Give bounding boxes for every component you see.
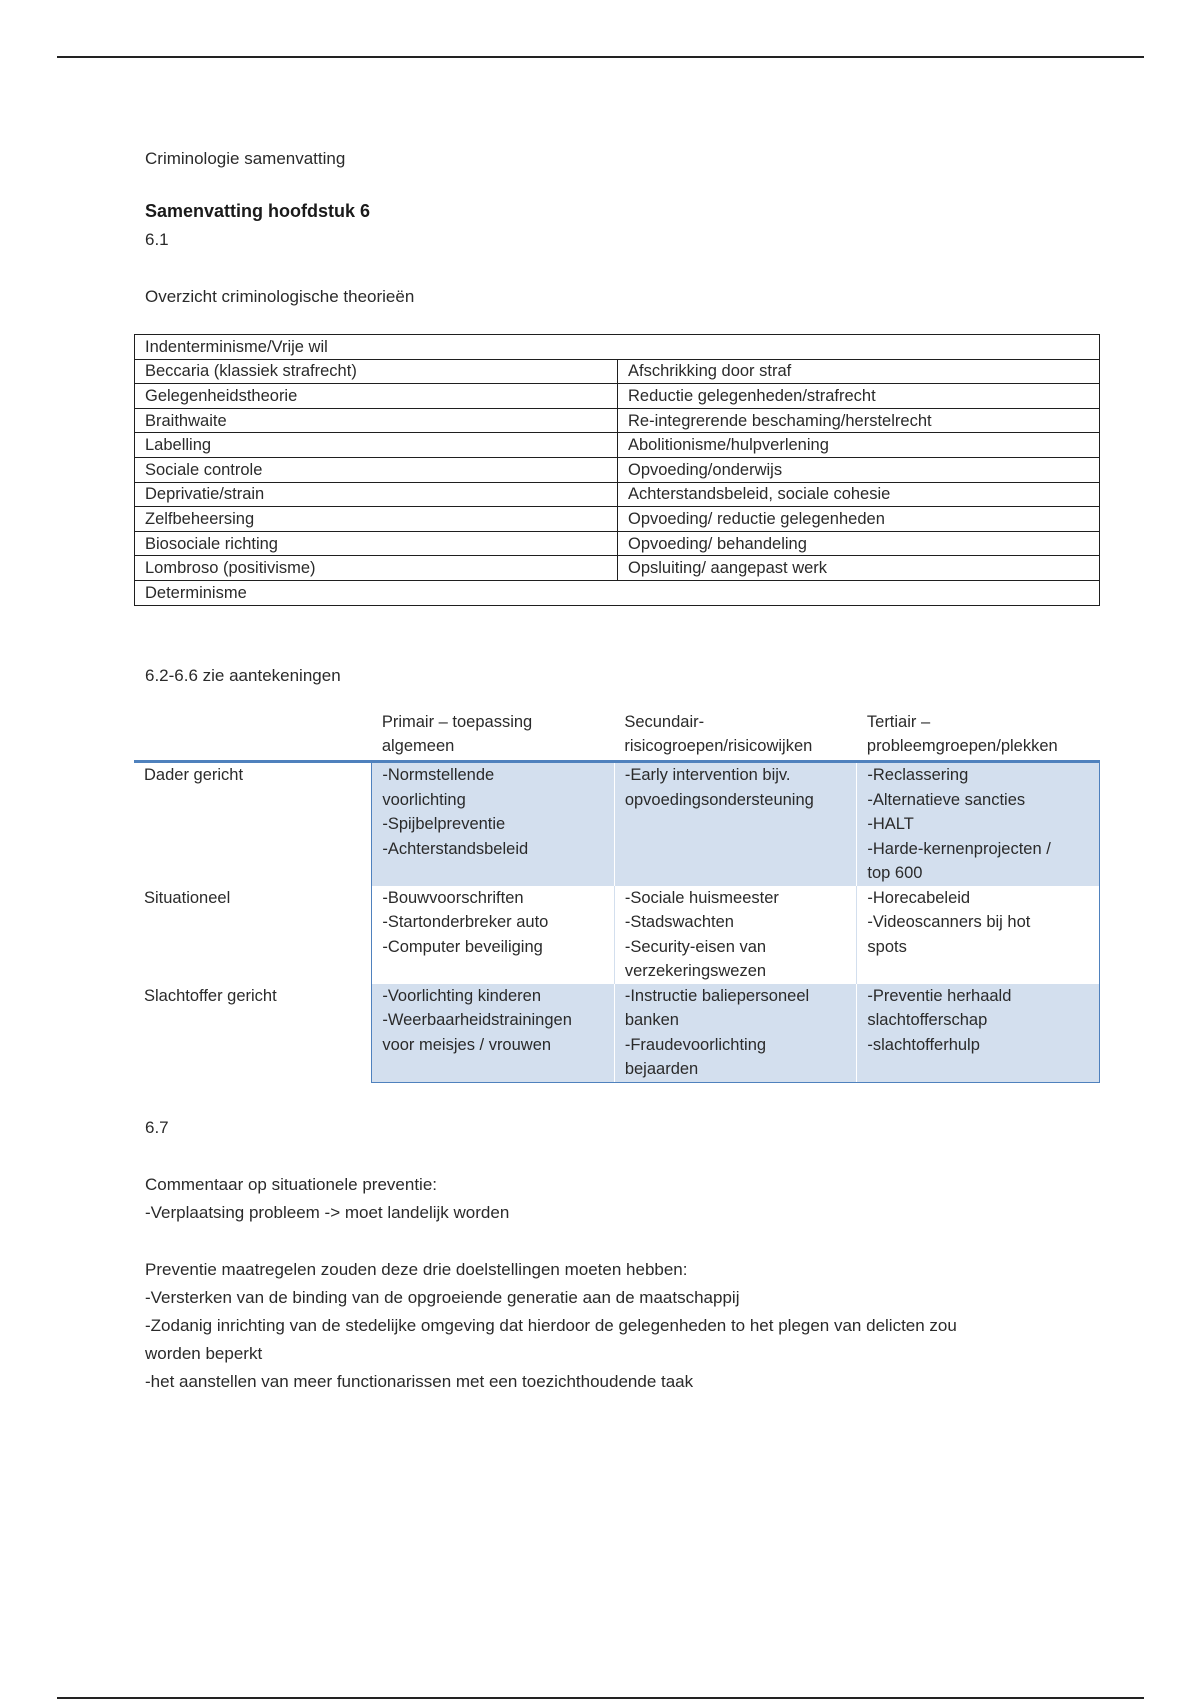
cell-line: -Spijbelpreventie [382,815,506,833]
theory-name-cell: Deprivatie/strain [135,482,618,507]
cell-line: verzekeringswezen [624,962,767,980]
theory-bottom-cell: Determinisme [135,580,1100,605]
cell-line: -Stadswachten [624,913,734,931]
prevention-header-row [134,710,1100,762]
cell-line: -Voorlichting kinderen [382,986,542,1005]
cell-line: -Reclassering [867,766,969,784]
measures-intro: Preventie maatregelen zouden deze drie doelstellingen moeten hebben: [145,1260,688,1279]
table-row [135,335,1100,360]
cell-line: -Weerbaarheidstrainingen [382,1011,572,1029]
theory-name-cell: Biosociale richting [135,531,618,556]
theory-policy-cell: Opsluiting/ aangepast werk [618,556,1100,581]
theory-name-cell: Braithwaite [135,408,618,433]
cell-tertiair [857,886,1100,984]
cell-primair [372,886,615,984]
header-primair [372,710,615,762]
table-row [135,556,1100,581]
table-row [135,359,1100,384]
cell-line: voorlichting [382,790,466,809]
header-tertiair [857,710,1100,762]
document-title: Criminologie samenvatting [145,149,346,168]
header-rule [57,56,1144,58]
cell-line: voor meisjes / vrouwen [382,1035,552,1054]
cell-line: -Alternatieve sancties [867,790,1026,809]
cell-tertiair [857,762,1100,886]
cell-line: -Instructie baliepersoneel [624,986,810,1005]
table-row [135,433,1100,458]
cell-secundair [614,984,857,1083]
header-line: Secundair- [624,713,705,731]
table-row [134,886,1100,984]
cell-line: -Startonderbreker auto [382,913,549,931]
chapter-heading: Samenvatting hoofdstuk 6 [145,201,371,221]
theory-policy-cell: Opvoeding/onderwijs [618,457,1100,482]
theory-policy-cell: Opvoeding/ reductie gelegenheden [618,507,1100,532]
cell-line: -Sociale huismeester [624,888,779,907]
header-line: Primair – toepassing [381,713,533,731]
section-6-2-6-6-note: 6.2-6.6 zie aantekeningen [145,666,341,685]
cell-line: opvoedingsondersteuning [624,790,814,809]
section-number-6-7: 6.7 [145,1118,169,1137]
theory-top-cell: Indenterminisme/Vrije wil [135,335,1100,360]
header-line: risicogroepen/risicowijken [624,737,813,755]
cell-primair [372,762,615,886]
theory-policy-cell: Achterstandsbeleid, sociale cohesie [618,482,1100,507]
theory-name-cell: Sociale controle [135,457,618,482]
theory-name-cell: Beccaria (klassiek strafrecht) [135,359,618,384]
theory-policy-cell: Re-integrerende beschaming/herstelrecht [618,408,1100,433]
measure-item-2-continued: worden beperkt [145,1344,263,1363]
header-line: probleemgroepen/plekken [866,737,1058,755]
cell-line: slachtofferschap [867,1011,988,1029]
commentary-title: Commentaar op situationele preventie: [145,1175,437,1194]
table-row [135,408,1100,433]
theory-name-cell: Labelling [135,433,618,458]
commentary-line: -Verplaatsing probleem -> moet landelijk worden [145,1203,510,1222]
cell-line: banken [624,1011,679,1029]
row-label: Dader gericht [144,766,244,784]
cell-line: -Achterstandsbeleid [382,839,529,858]
cell-line: -Normstellende [382,766,495,784]
empty-header-cell [134,710,372,762]
table-row [135,384,1100,409]
table-row [134,984,1100,1083]
theory-name-cell: Gelegenheidstheorie [135,384,618,409]
row-label: Situationeel [144,888,231,907]
theory-table [134,334,1100,606]
theory-policy-cell: Afschrikking door straf [618,359,1100,384]
cell-tertiair [857,984,1100,1083]
cell-line: -Computer beveiliging [382,937,543,956]
table-row [135,457,1100,482]
cell-line: top 600 [867,864,923,882]
theory-name-cell: Zelfbeheersing [135,507,618,532]
cell-line: -Horecabeleid [867,888,971,907]
table-row [135,482,1100,507]
cell-line: spots [867,937,907,956]
measure-item-1: -Versterken van de binding van de opgroeiende generatie aan de maatschappij [145,1288,740,1307]
measure-item-2: -Zodanig inrichting van de stedelijke omgeving dat hierdoor de gelegenheden to het plegen van delicten zou [145,1316,957,1335]
header-secundair [614,710,857,762]
table-row [135,580,1100,605]
theory-policy-cell: Opvoeding/ behandeling [618,531,1100,556]
table-row [135,507,1100,532]
header-line: Tertiair – [866,713,931,731]
cell-line: -slachtofferhulp [867,1035,980,1054]
table-row [135,531,1100,556]
cell-line: -Fraudevoorlichting [624,1035,767,1054]
cell-line: bejaarden [624,1060,699,1078]
row-label: Slachtoffer gericht [144,986,277,1005]
footer-rule [57,1697,1144,1699]
theory-name-cell: Lombroso (positivisme) [135,556,618,581]
cell-secundair [614,762,857,886]
header-line: algemeen [381,737,455,755]
cell-line: -Videoscanners bij hot [867,913,1031,931]
prevention-table [134,710,1100,1083]
theory-policy-cell: Abolitionisme/hulpverlening [618,433,1100,458]
cell-line: -HALT [867,815,914,833]
section-number-6-1: 6.1 [145,230,169,249]
cell-secundair [614,886,857,984]
cell-line: -Harde-kernenprojecten / [867,839,1051,858]
cell-line: -Bouwvoorschriften [382,888,524,907]
cell-line: -Early intervention bijv. [624,766,791,784]
cell-primair [372,984,615,1083]
measure-item-3: -het aanstellen van meer functionarissen met een toezichthoudende taak [145,1372,694,1391]
theory-policy-cell: Reductie gelegenheden/strafrecht [618,384,1100,409]
table-row [134,762,1100,886]
cell-line: -Preventie herhaald [867,986,1012,1005]
overview-title: Overzicht criminologische theorieën [145,287,415,306]
cell-line: -Security-eisen van [624,937,767,956]
